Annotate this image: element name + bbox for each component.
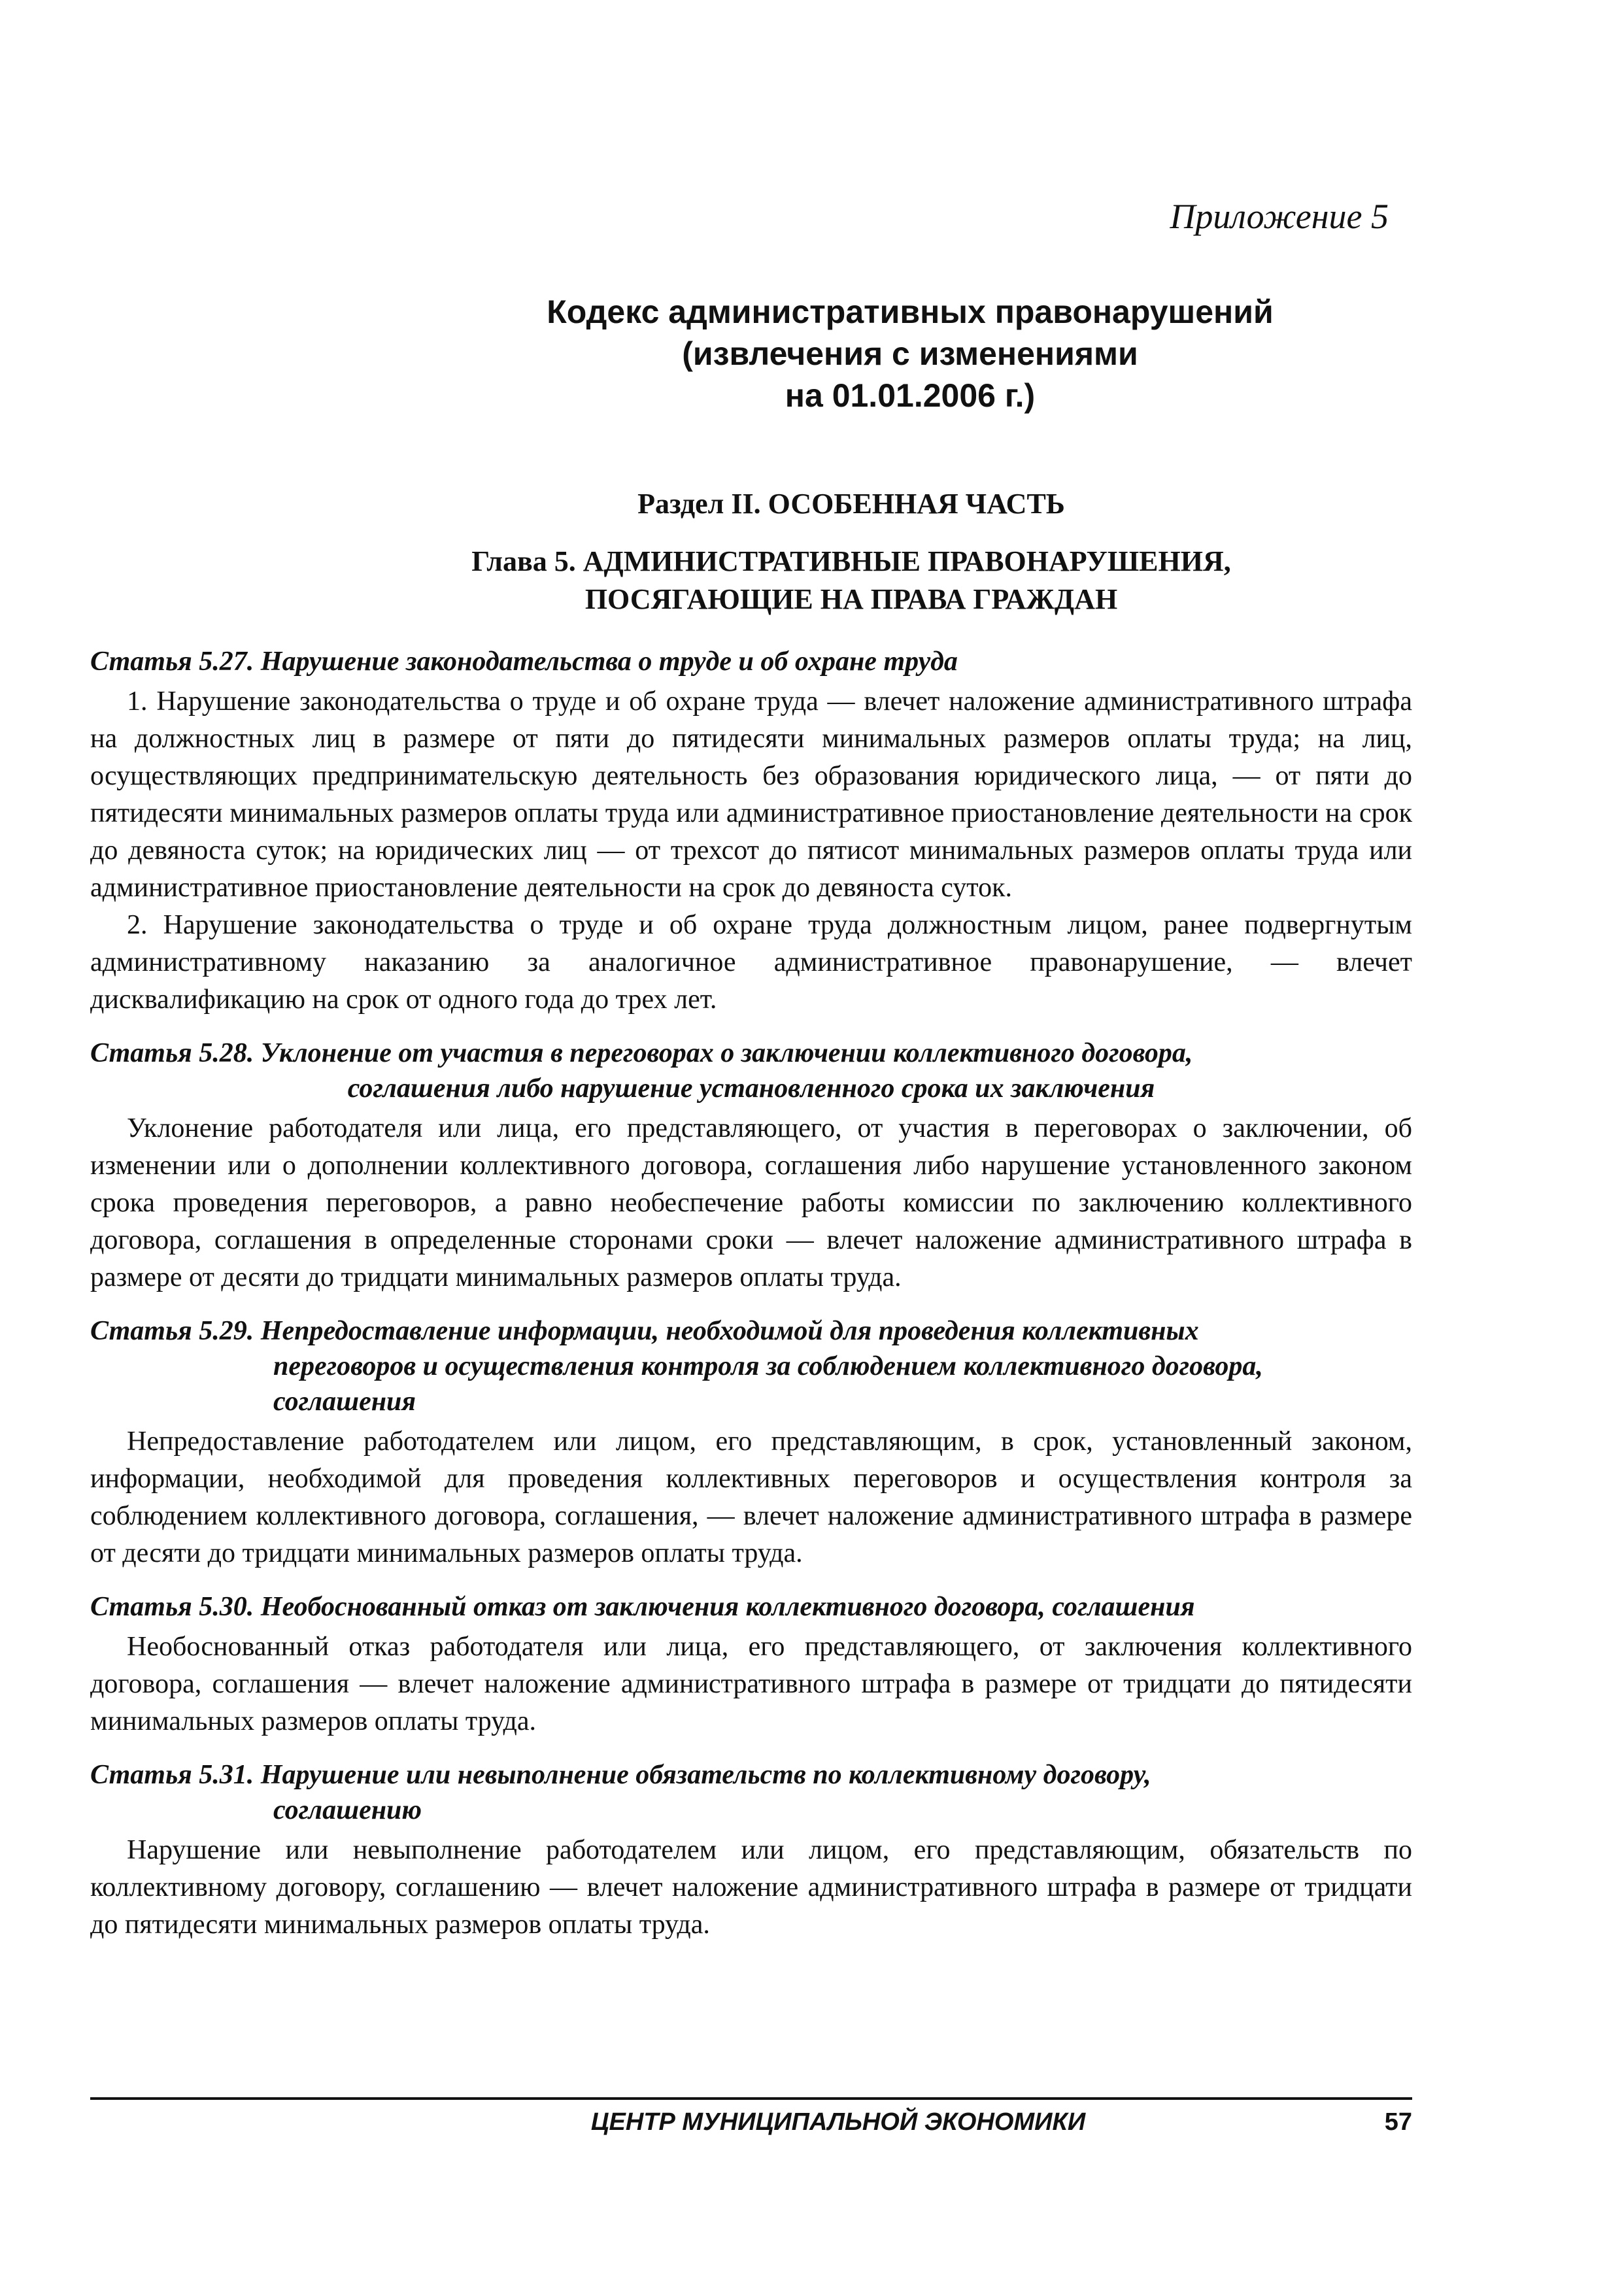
article-heading-line-1: Статья 5.29. Непредоставление информации, необходимой для проведения коллективных <box>90 1316 1199 1346</box>
article-paragraph: Необоснованный отказ работодателя или лица, его представляющего, от заключения коллективного договора, соглашения — влечет наложение административного штрафа в размере от тридцати до пятидесяти минимальных размеров оплаты труда. <box>90 1632 1412 1736</box>
article-heading <box>90 1036 1412 1106</box>
article-5-30 <box>90 1589 1412 1740</box>
article-heading-line-3: соглашения <box>273 1387 416 1417</box>
article-paragraph: 2. Нарушение законодательства о труде и об охране труда должностным лицом, ранее подвергнутым административному наказанию за аналогичное административное правонарушение, — влечет дисквалификацию на срок от одного года до трех лет. <box>90 910 1412 1015</box>
document-title-line-3: на 01.01.2006 г.) <box>785 377 1036 414</box>
article-heading <box>90 1313 1412 1419</box>
article-heading-line-2: соглашению <box>273 1795 422 1825</box>
article-5-31 <box>90 1757 1412 1944</box>
article-paragraph: Нарушение или невыполнение работодателем или лицом, его представляющим, обязательств по коллективному договору, соглашению — влечет наложение административного штрафа в размере от тридцати до пятидесяти минимальных размеров оплаты труда. <box>90 1835 1412 1940</box>
chapter-title-line-1: Глава 5. АДМИНИСТРАТИВНЫЕ ПРАВОНАРУШЕНИЯ, <box>471 545 1231 577</box>
chapter-title-line-2: ПОСЯГАЮЩИЕ НА ПРАВА ГРАЖДАН <box>584 583 1118 615</box>
article-heading-line-1: Статья 5.28. Уклонение от участия в переговорах о заключении коллективного договора, <box>90 1038 1193 1068</box>
article-5-29 <box>90 1313 1412 1572</box>
article-heading-line-2: переговоров и осуществления контроля за соблюдением коллективного договора, <box>273 1351 1263 1381</box>
document-title-line-1: Кодекс административных правонарушений <box>547 294 1274 330</box>
article-paragraph: 1. Нарушение законодательства о труде и об охране труда — влечет наложение административного штрафа на должностных лиц в размере от пяти до пятидесяти минимальных размеров оплаты труда; на лиц, осуществляющих предпринимательскую деятельность без образования юридического лица, — от пяти до пятидесяти минимальных размеров оплаты труда или административное приостановление деятельности на срок до девяноста суток; на юридических лиц — от трехсот до пятисот минимальных размеров оплаты труда или административное приостановление деятельности на срок до девяноста суток. <box>90 686 1412 903</box>
article-heading-line-1: Статья 5.27. Нарушение законодательства о труде и об охране труда <box>90 647 958 677</box>
article-5-28 <box>90 1036 1412 1296</box>
footer-divider <box>90 2097 1412 2100</box>
article-paragraph: Непредоставление работодателем или лицом, его представляющим, в срок, установленный законом, информации, необходимой для проведения коллективных переговоров и осуществления контроля за соблюдением коллективного договора, соглашения, — влечет наложение административного штрафа в размере от десяти до тридцати минимальных размеров оплаты труда. <box>90 1426 1412 1568</box>
document-title <box>0 291 1624 416</box>
footer-publisher: ЦЕНТР МУНИЦИПАЛЬНОЙ ЭКОНОМИКИ <box>590 2108 1086 2136</box>
article-5-27 <box>90 644 1412 1019</box>
article-heading <box>90 1589 1412 1625</box>
article-heading-line-2: соглашения либо нарушение установленного срока их заключения <box>347 1073 1155 1104</box>
article-heading <box>90 1757 1412 1828</box>
chapter-title <box>0 543 1624 618</box>
article-heading-line-1: Статья 5.31. Нарушение или невыполнение обязательств по коллективному договору, <box>90 1760 1151 1790</box>
article-paragraph: Уклонение работодателя или лица, его представляющего, от участия в переговорах о заключении, об изменении или о дополнении коллективного договора, соглашения либо нарушение установленного законом срока проведения переговоров, а равно необеспечение работы комиссии по заключению коллективного договора, соглашения в определенные сторонами сроки — влечет наложение административного штрафа в размере от десяти до тридцати минимальных размеров оплаты труда. <box>90 1113 1412 1292</box>
section-title: Раздел II. ОСОБЕННАЯ ЧАСТЬ <box>637 488 1065 520</box>
article-heading-line-1: Статья 5.30. Необоснованный отказ от заключения коллективного договора, соглашения <box>90 1592 1195 1622</box>
article-heading <box>90 644 1412 679</box>
page-number: 57 <box>1384 2108 1412 2136</box>
document-title-line-2: (извлечения с изменениями <box>682 335 1138 372</box>
articles-content <box>90 644 1412 1961</box>
appendix-label: Приложение 5 <box>1170 197 1389 236</box>
